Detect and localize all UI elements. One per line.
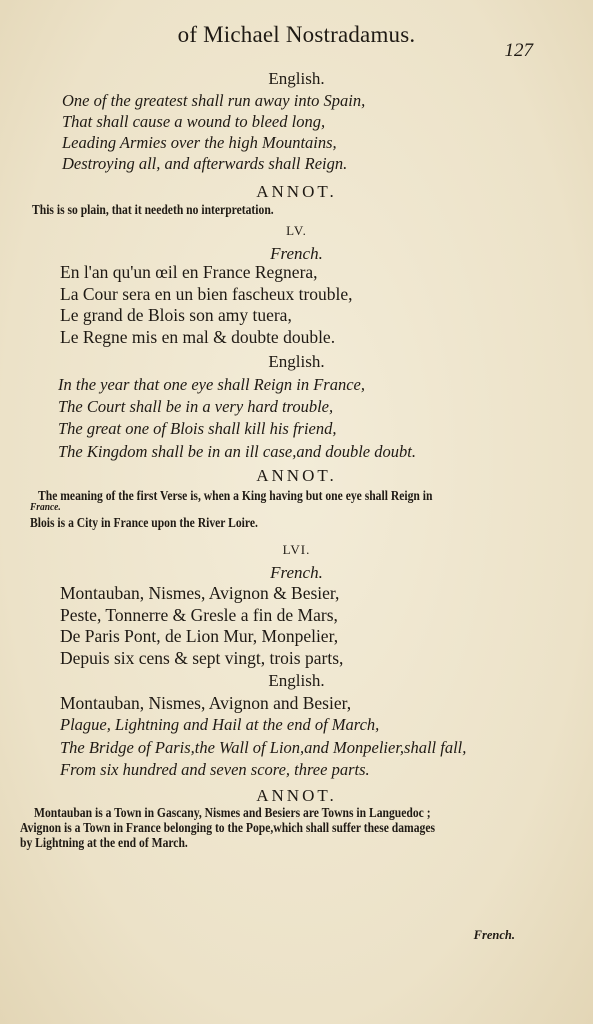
verse-line: The Bridge of Paris,the Wall of Lion,and Monpelier,shall fall, (60, 738, 467, 757)
verse-line: From six hundred and seven score, three parts. (60, 760, 370, 779)
verse-line: One of the greatest shall run away into Spain, (62, 91, 366, 110)
verse-line: Montauban, Nismes, Avignon & Besier, (60, 583, 340, 603)
verse-line: The Court shall be in a very hard trouble, (58, 397, 334, 416)
verse-line: Leading Armies over the high Mountains, (62, 133, 337, 152)
verse-line: In the year that one eye shall Reign in France, (58, 375, 365, 394)
verse-line: De Paris Pont, de Lion Mur, Monpelier, (60, 626, 339, 646)
annotation-text: This is so plain, that it needeth no interpretation. (32, 202, 274, 217)
french-heading: French. (270, 563, 323, 582)
running-header-title: of Michael Nostradamus. (177, 22, 416, 47)
annot-heading: ANNOT. (256, 182, 337, 201)
annotation-text: The meaning of the first Verse is, when a King having but one eye shall Reign in (38, 488, 433, 503)
annotation-text: France. (30, 501, 61, 513)
annot-heading: ANNOT. (256, 786, 337, 805)
annotation-text: Montauban is a Town in Gascany, Nismes and Besiers are Towns in Languedoc ; (34, 805, 431, 820)
english-heading: English. (268, 671, 325, 690)
verse-line: En l'an qu'un œil en France Regnera, (60, 262, 318, 282)
verse-line: Montauban, Nismes, Avignon and Besier, (60, 693, 352, 713)
verse-line: La Cour sera en un bien fascheux trouble, (60, 284, 353, 304)
page-number: 127 (504, 40, 533, 61)
annotation-text: Avignon is a Town in France belonging to the Pope,which shall suffer these damages (20, 820, 435, 835)
verse-line: Depuis six cens & sept vingt, trois parts, (60, 648, 344, 668)
french-heading: French. (270, 244, 323, 263)
verse-line: Le Regne mis en mal & doubte double. (60, 327, 336, 347)
annotation-text: Blois is a City in France upon the River Loire. (30, 515, 258, 530)
verse-line: That shall cause a wound to bleed long, (62, 112, 326, 131)
english-heading: English. (268, 69, 325, 88)
quatrain-number: LVI. (282, 542, 311, 557)
verse-line: The great one of Blois shall kill his friend, (58, 419, 337, 438)
quatrain-number: LV. (286, 223, 307, 238)
annotation-text: by Lightning at the end of March. (20, 835, 188, 850)
verse-line: The Kingdom shall be in an ill case,and double doubt. (58, 442, 416, 461)
verse-line: Plague, Lightning and Hail at the end of March, (60, 715, 380, 734)
english-heading: English. (268, 352, 325, 371)
verse-line: Destroying all, and afterwards shall Reign. (62, 154, 348, 173)
catchword: French. (473, 928, 515, 942)
annot-heading: ANNOT. (256, 466, 337, 485)
verse-line: Le grand de Blois son amy tuera, (60, 305, 292, 325)
verse-line: Peste, Tonnerre & Gresle a fin de Mars, (60, 605, 338, 625)
